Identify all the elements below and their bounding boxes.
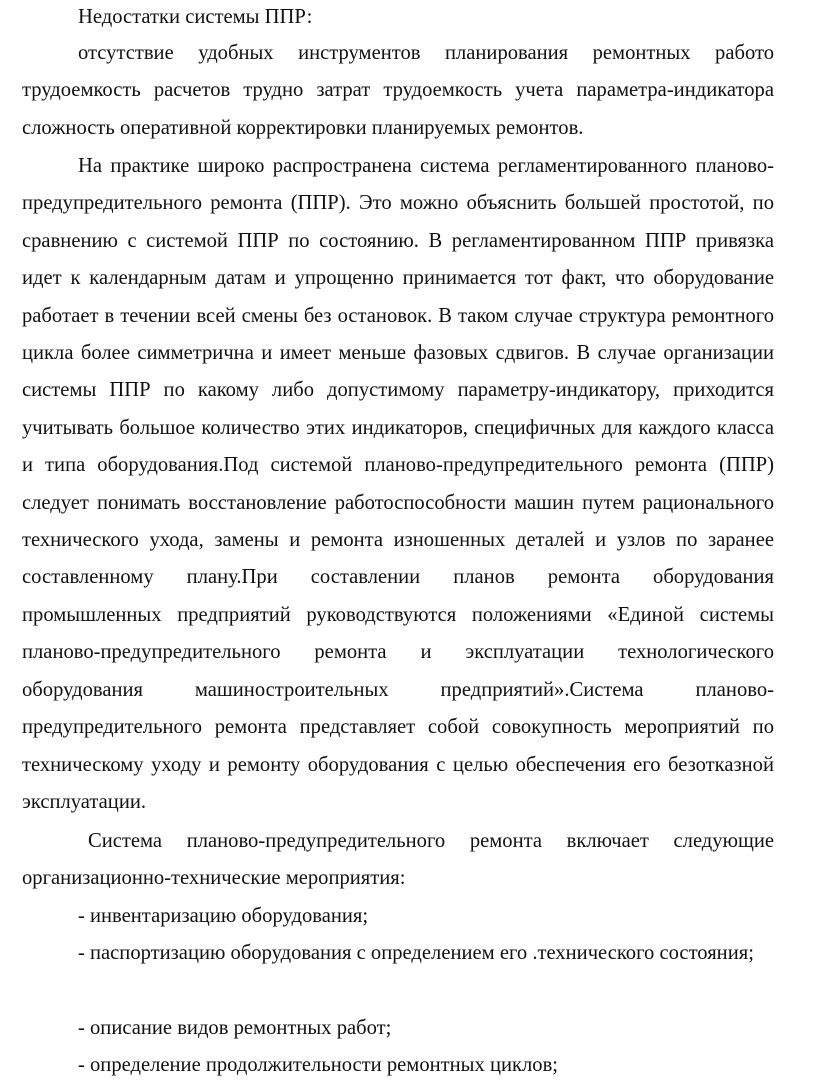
paragraph-disadvantages bbox=[22, 35, 774, 147]
section-heading: Недостатки системы ППР: bbox=[78, 6, 313, 28]
paragraph-text: отсутствие удобных инструментов планирования ремонтных работо трудоемкость расчетов трудно затрат трудоемкость учета параметра-индикатора сложность оперативной корректировки планируемых ремонтов. bbox=[22, 42, 774, 139]
list-item: - инвентаризацию оборудования; bbox=[78, 905, 369, 927]
paragraph-text: На практике широко распространена система регламентированного планово-предупредительного ремонта (ППР). Это можно объяснить большей простотой, по сравнению с системой ППР по состоянию. В регламентированном ППР привязка идет к календарным датам и упрощенно принимается тот факт, что оборудование работает в течении всей смены без остановок. В таком случае структура ремонтного цикла более симметрична и имеет меньше фазовых сдвигов. В случае организации системы ППР по какому либо допустимому параметру-индикатору, приходится учитывать большое количество этих индикаторов, специфичных для каждого класса и типа оборудования.Под системой планово-предупредительного ремонта (ППР) следует понимать восстановление работоспособности машин путем рационального технического ухода, замены и ремонта изношенных деталей и узлов по заранее составленному плану.При составлении планов ремонта оборудования промышленных предприятий руководствуются положениями «Единой системы планово-предупредительного ремонта и эксплуатации технологического оборудования машиностроительных предприятий».Система планово-предупредительного ремонта представляет собой совокупность мероприятий по техническому уходу и ремонту оборудования с целью обеспечения его безотказной эксплуатации. bbox=[22, 155, 774, 813]
list-item: - паспортизацию оборудования с определением его .технического состояния; bbox=[78, 942, 754, 964]
paragraph-ppr-practice bbox=[22, 148, 774, 821]
paragraph-text: Система планово-предупредительного ремонта включает следующие организационно-технические мероприятия: bbox=[22, 830, 774, 890]
paragraph-ppr-measures bbox=[22, 823, 774, 898]
list-item: - описание видов ремонтных работ; bbox=[78, 1017, 392, 1039]
list-item: - определение продолжительности ремонтных циклов; bbox=[78, 1054, 559, 1076]
